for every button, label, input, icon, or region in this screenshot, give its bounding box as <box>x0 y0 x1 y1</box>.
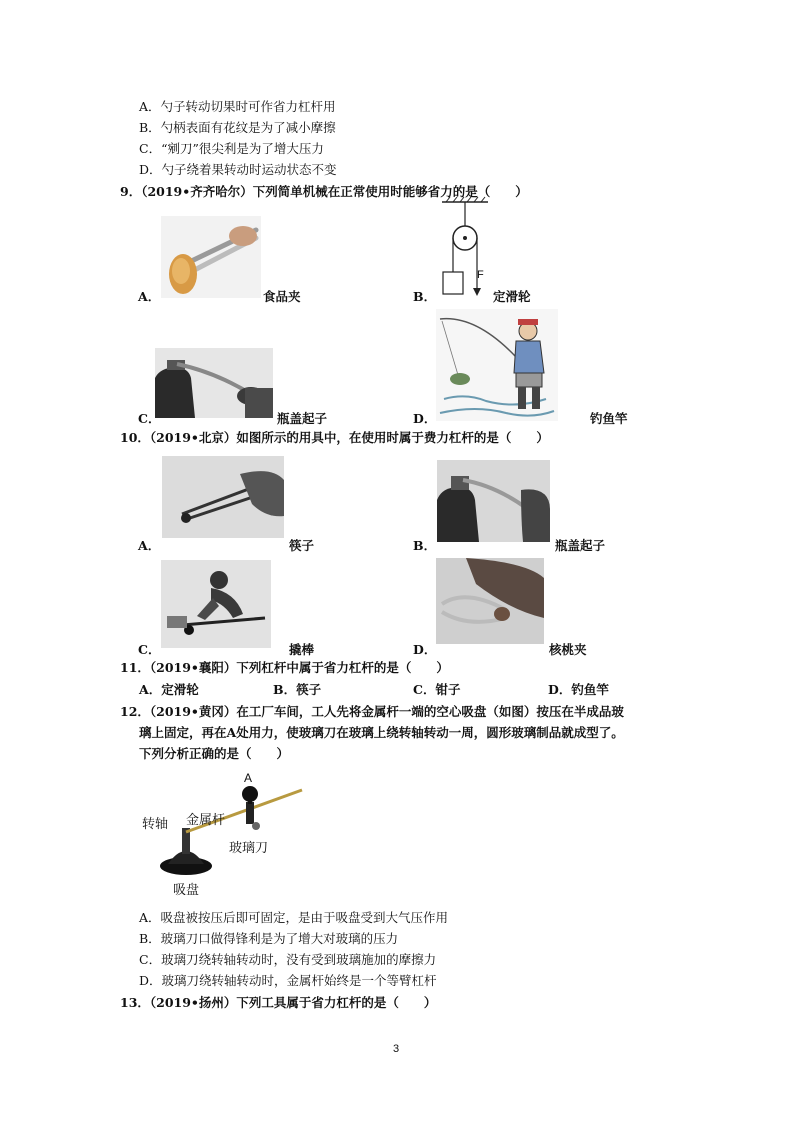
q10-option-c-letter: C． <box>138 642 161 657</box>
q10-option-d-letter: D． <box>413 642 437 657</box>
q8-option-c: C．“剜刀”很尖利是为了增大压力 <box>139 141 324 156</box>
q9-option-a-letter: A． <box>138 289 161 304</box>
q12-stem-line-1: 12．（2019•黄冈）在工厂车间，工人先将金属杆一端的空心吸盘（如图）按压在半成品玻 <box>120 704 624 719</box>
bottle-opener-image-1 <box>155 348 273 418</box>
figure-label-sucker: 吸盘 <box>173 882 200 897</box>
q9-option-b-name: 定滑轮 <box>493 289 531 304</box>
q12-option-c: C．玻璃刀绕转轴转动时，没有受到玻璃施加的摩擦力 <box>139 952 437 967</box>
q10-option-b-letter: B． <box>413 538 437 553</box>
q10-option-b-name: 瓶盖起子 <box>555 538 606 553</box>
q9-option-d-letter: D． <box>413 411 437 426</box>
q12-option-a: A．吸盘被按压后即可固定，是由于吸盘受到大气压作用 <box>139 910 449 925</box>
q12-stem-line-3: 下列分析正确的是（ ） <box>139 746 290 761</box>
nutcracker-image <box>436 558 544 644</box>
q12-option-d: D．玻璃刀绕转轴转动时，金属杆始终是一个等臂杠杆 <box>139 973 437 988</box>
q10-option-a-name: 筷子 <box>289 538 315 553</box>
q9-stem: 9．（2019•齐齐哈尔）下列简单机械在正常使用时能够省力的是（ ） <box>120 184 528 199</box>
q13-stem: 13．（2019•扬州）下列工具属于省力杠杆的是（ ） <box>120 995 437 1010</box>
q11-option-a: A．定滑轮 <box>139 682 199 697</box>
q10-option-d-name: 核桃夹 <box>549 642 587 657</box>
q9-option-c-name: 瓶盖起子 <box>277 411 328 426</box>
q11-option-d: D．钓鱼竿 <box>548 682 609 697</box>
page-number: 3 <box>393 1043 400 1055</box>
q11-stem: 11．（2019•襄阳）下列杠杆中属于省力杠杆的是（ ） <box>120 660 449 675</box>
q12-option-b: B．玻璃刀口做得锋利是为了增大对玻璃的压力 <box>139 931 399 946</box>
figure-label-rod: 金属杆 <box>186 812 226 827</box>
q9-option-a-name: 食品夹 <box>263 289 301 304</box>
q11-option-c: C．钳子 <box>413 682 461 697</box>
food-tongs-image <box>161 216 261 298</box>
q12-stem-line-2: 璃上固定，再在A处用力，使玻璃刀在玻璃上绕转轴转动一周，圆形玻璃制品就成型了。 <box>139 725 624 740</box>
q11-option-b: B．筷子 <box>273 682 322 697</box>
glass-cutter-figure <box>138 768 308 900</box>
q9-option-d-name: 钓鱼竿 <box>590 411 628 426</box>
fishing-rod-image <box>436 309 558 421</box>
chopsticks-image <box>162 456 284 538</box>
bottle-opener-image-2 <box>437 460 550 542</box>
figure-label-a: A <box>244 771 253 785</box>
q8-option-a: A．勺子转动切果时可作省力杠杆用 <box>139 99 336 114</box>
fixed-pulley-diagram <box>436 196 496 300</box>
q9-option-b-letter: B． <box>413 289 437 304</box>
q10-option-c-name: 撬棒 <box>289 642 315 657</box>
q8-option-b: B．勺柄表面有花纹是为了减小摩擦 <box>139 120 336 135</box>
figure-label-cutter: 玻璃刀 <box>229 840 269 855</box>
q10-stem: 10．（2019•北京）如图所示的用具中，在使用时属于费力杠杆的是（ ） <box>120 430 549 445</box>
crowbar-image <box>161 560 271 648</box>
q8-option-d: D．勺子绕着果转动时运动状态不变 <box>139 162 337 177</box>
q10-option-a-letter: A． <box>138 538 161 553</box>
q9-option-c-letter: C． <box>138 411 161 426</box>
force-label-f: F <box>477 269 484 281</box>
figure-label-axis: 转轴 <box>142 816 169 831</box>
